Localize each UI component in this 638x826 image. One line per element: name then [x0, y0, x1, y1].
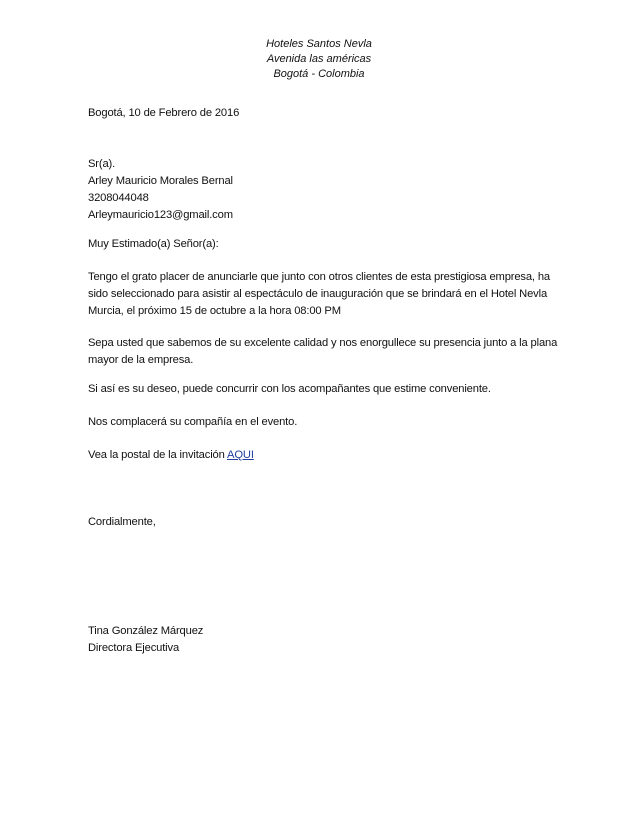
paragraph-companions: Si así es su deseo, puede concurrir con los acompañantes que estime conveniente.: [88, 383, 491, 395]
signature-name: Tina González Márquez: [88, 625, 204, 637]
greeting: Muy Estimado(a) Señor(a):: [88, 238, 219, 250]
recipient-email: Arleymauricio123@gmail.com: [88, 209, 233, 221]
invitation-link[interactable]: AQUI: [227, 449, 254, 461]
letterhead: [0, 37, 638, 82]
recipient-block: [88, 156, 558, 224]
invitation-text: Vea la postal de la invitación: [88, 449, 228, 461]
recipient-phone: 3208044048: [88, 192, 149, 204]
letterhead-city: Bogotá - Colombia: [273, 68, 365, 80]
paragraph-announcement: Tengo el grato placer de anunciarle que junto con otros clientes de esta prestigiosa empresa, ha sido seleccionado para asistir al espectáculo de inauguración que se brindará en el Hotel Nevla Murcia, el próximo 15 de octubre a la hora 08:00 PM: [88, 271, 550, 317]
closing: Cordialmente,: [88, 516, 156, 528]
letterhead-address: Avenida las américas: [266, 53, 372, 65]
paragraph-event: Nos complacerá su compañía en el evento.: [88, 416, 298, 428]
invitation-line: [88, 447, 558, 464]
letter-date: Bogotá, 10 de Febrero de 2016: [88, 107, 240, 119]
recipient-title: Sr(a).: [88, 158, 116, 170]
recipient-name: Arley Mauricio Morales Bernal: [88, 175, 233, 187]
letterhead-company: Hoteles Santos Nevla: [266, 38, 372, 50]
signature-block: [88, 623, 558, 657]
paragraph-quality: Sepa usted que sabemos de su excelente calidad y nos enorgullece su presencia junto a la plana mayor de la empresa.: [88, 337, 558, 366]
signature-role: Directora Ejecutiva: [88, 642, 180, 654]
